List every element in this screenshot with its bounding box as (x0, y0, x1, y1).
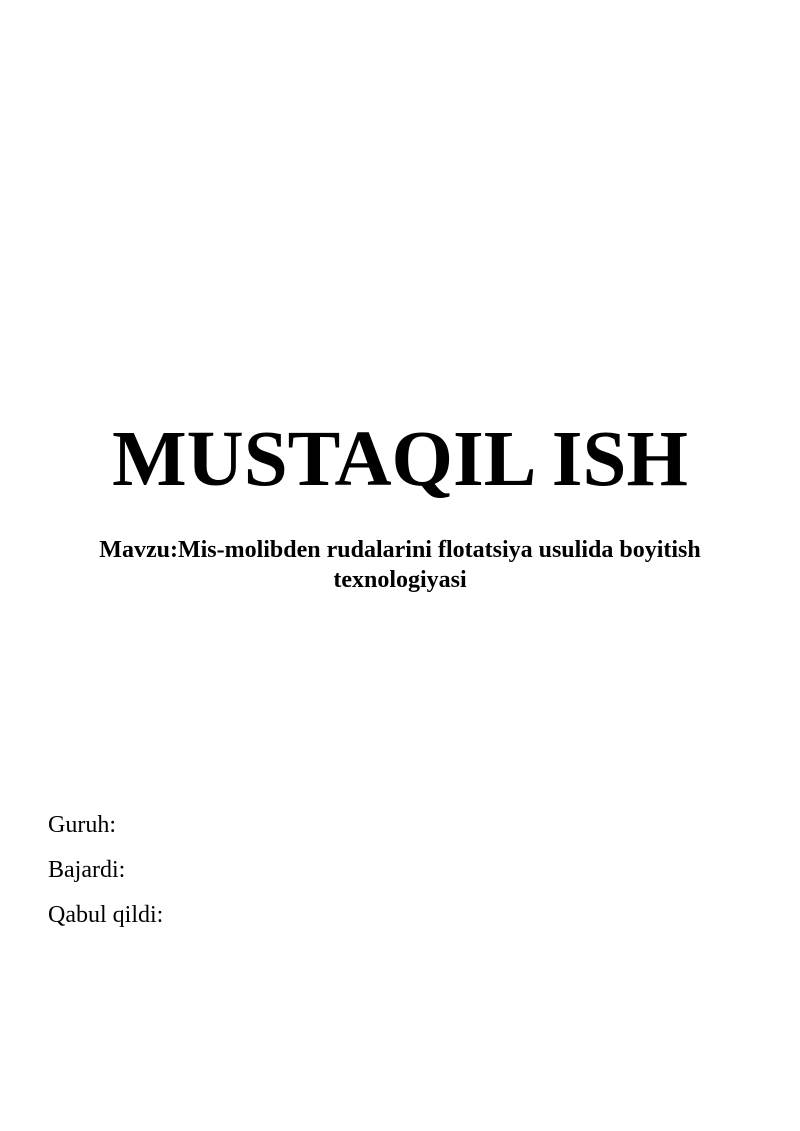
credits-block (48, 803, 163, 938)
field-bajardi: Bajardi: (48, 857, 126, 883)
field-qabul-qildi: Qabul qildi: (48, 902, 164, 928)
document-subtitle: Mavzu:Mis-molibden rudalarini flotatsiya usulida boyitish texnologiyasi (99, 537, 701, 593)
document-title: MUSTAQIL ISH (112, 416, 688, 503)
field-guruh: Guruh: (48, 812, 116, 838)
